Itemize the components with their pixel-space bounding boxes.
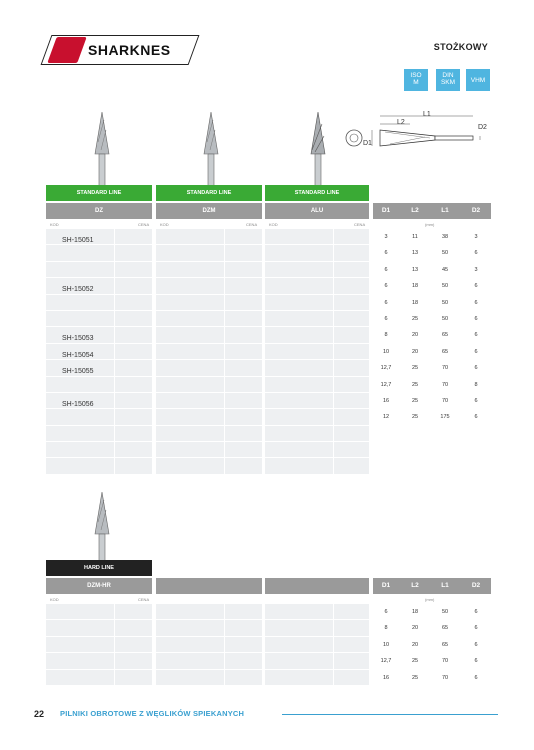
code-cell [46,344,114,360]
tool-image-dzm-hr [92,492,112,570]
price-cell [225,229,262,245]
price-cell [115,278,152,294]
spec-value: 6 [474,348,478,355]
price-cell [334,393,369,409]
table-row [46,604,369,620]
price-cell [115,311,152,327]
code-cell [46,360,114,376]
product-code: SH-15051 [62,237,94,244]
code-cell [265,670,333,686]
code-cell [46,262,114,278]
line-label-hard: HARD LINE [46,560,152,576]
spec-value: 25 [411,365,419,372]
code-cell [46,458,114,474]
spec-value: 6 [384,299,388,306]
price-cell [225,442,262,458]
l2-label: L2 [397,119,405,126]
price-cell [225,604,262,620]
product-code [46,385,62,392]
code-cell [156,311,224,327]
code-cell [265,245,333,261]
code-cell [265,393,333,409]
code-cell [46,278,114,294]
spec-value: 6 [474,414,478,421]
code-cell [156,458,224,474]
spec-value: 16 [382,398,390,404]
spec-value: 65 [441,348,449,355]
spec-value: 6 [474,283,478,290]
price-cell [115,229,152,245]
spec-value: 25 [411,414,419,421]
spec-value: 10 [382,641,390,648]
price-cell [225,393,262,409]
spec-value: 12,7 [380,381,392,388]
product-code [46,466,62,473]
spec-value: 50 [441,609,449,615]
spec-value: 20 [411,641,419,648]
spec-value: 6 [384,266,388,273]
spec-value: 18 [411,299,419,306]
code-cell [46,327,114,343]
line-label-dzm: STANDARD LINE [156,185,262,201]
code-cell [156,604,224,620]
price-cell [225,344,262,360]
table-row [46,278,369,294]
tool-image-dz [92,112,112,190]
code-cell [265,377,333,393]
spec-header-d2: D2 [471,207,481,214]
spec-value: 70 [441,381,449,388]
code-cell [265,637,333,653]
spec-value: 6 [474,365,478,372]
page-title: STOŻKOWY [433,42,488,52]
code-cell [265,229,333,245]
table-row [46,295,369,311]
l1-label: L1 [423,111,431,118]
code-cell [265,458,333,474]
price-cell [334,344,369,360]
price-cell [115,360,152,376]
price-cell [115,295,152,311]
code-cell [156,377,224,393]
spec-value: 18 [411,283,419,290]
price-cell [115,409,152,425]
spec-value: 8 [384,332,388,339]
spec-value: 65 [441,625,449,632]
spec-value: 50 [441,316,449,322]
spec-value: 6 [474,398,478,404]
spec-value: 6 [474,658,478,665]
spec-value: 6 [474,674,478,681]
price-cell [334,620,369,636]
price-cell [225,295,262,311]
spec-header-d2: D2 [471,582,481,589]
product-code [46,270,62,277]
price-cell [115,670,152,686]
price-cell [115,653,152,669]
spec-value: 12,7 [380,365,392,372]
price-cell [225,653,262,669]
table-row [46,229,369,245]
code-cell [265,604,333,620]
spec-value: 6 [474,609,478,615]
price-cell [115,604,152,620]
table-row [46,262,369,278]
price-cell [334,604,369,620]
code-cell [46,604,114,620]
brand-name: SHARKNES [88,42,171,58]
spec-value: 3 [474,266,478,273]
price-cell [225,377,262,393]
spec-value: 3 [474,234,478,240]
code-cell [156,393,224,409]
cena-label: CENA [138,597,150,602]
price-cell [115,637,152,653]
spec-header-l2: L2 [411,207,419,214]
material-dzm-hr: DZM-HR [46,578,152,594]
spec-value: 25 [411,398,419,404]
spec-value: 50 [441,250,449,257]
spec-header-l2: L2 [411,582,419,589]
badge-iso: ISO M [404,69,428,91]
spec-value: 16 [382,674,390,681]
spec-value: 6 [474,250,478,257]
line-label-alu: STANDARD LINE [265,185,369,201]
code-cell [265,278,333,294]
code-cell [156,262,224,278]
price-cell [334,377,369,393]
product-code: SH-15056 [62,400,94,408]
unit-label: (mm) [425,597,435,602]
spec-value: 12 [382,414,390,421]
code-cell [265,620,333,636]
spec-value: 8 [384,625,388,632]
price-cell [225,311,262,327]
code-cell [46,670,114,686]
code-cell [265,442,333,458]
price-cell [334,327,369,343]
code-cell [46,637,114,653]
spec-value: 20 [411,348,419,355]
product-code: SH-15054 [62,351,94,359]
code-cell [156,620,224,636]
code-cell [265,360,333,376]
table-row [46,426,369,442]
code-cell [265,295,333,311]
code-cell [46,426,114,442]
cena-label: CENA [354,222,366,227]
spec-value: 6 [384,250,388,257]
spec-value: 20 [411,332,419,339]
code-cell [46,377,114,393]
code-cell [156,442,224,458]
product-code: SH-15055 [62,368,94,376]
spec-value: 6 [384,316,388,322]
price-cell [225,245,262,261]
badge-din: DIN SKM [436,69,460,91]
price-cell [225,409,262,425]
spec-header-top [373,203,491,219]
spec-value: 6 [474,641,478,648]
price-cell [225,327,262,343]
code-cell [46,295,114,311]
price-cell [115,262,152,278]
price-cell [115,327,152,343]
table-row [46,327,369,343]
table-row [46,344,369,360]
cena-label: CENA [246,222,258,227]
spec-value: 6 [474,625,478,632]
price-cell [225,278,262,294]
material-dzm: DZM [156,203,262,219]
tool-dimension-diagram [340,108,490,158]
code-cell [46,653,114,669]
code-cell [265,311,333,327]
spec-value: 3 [384,234,388,240]
bottom-price-table [46,604,369,686]
kod-label: KOD [269,222,278,227]
price-cell [225,670,262,686]
spec-value: 6 [384,283,388,290]
unit-label: (mm) [425,222,435,227]
price-cell [115,245,152,261]
table-row [46,637,369,653]
spec-header-l1: L1 [441,207,449,214]
price-cell [334,360,369,376]
spec-header-bottom [373,578,491,594]
cena-label: CENA [138,222,150,227]
product-code [46,450,62,457]
spec-value: 10 [382,348,390,355]
code-cell [156,670,224,686]
price-cell [225,620,262,636]
kod-label: KOD [160,222,169,227]
kod-label: KOD [50,597,59,602]
spec-value: 25 [411,316,419,322]
product-code [46,303,62,310]
table-row [46,311,369,327]
code-cell [46,311,114,327]
price-cell [115,377,152,393]
price-cell [334,637,369,653]
spec-header-l1: L1 [441,582,449,589]
code-cell [46,229,114,245]
code-cell [265,653,333,669]
spec-value: 70 [441,674,449,681]
price-cell [115,442,152,458]
material-empty-2 [265,578,369,594]
code-cell [46,620,114,636]
table-row [46,409,369,425]
price-cell [334,278,369,294]
price-cell [225,426,262,442]
product-code [46,417,62,424]
code-cell [46,442,114,458]
spec-value: 20 [411,625,419,632]
price-cell [334,458,369,474]
code-cell [265,409,333,425]
tool-image-alu [308,112,328,190]
material-alu: ALU [265,203,369,219]
spec-value: 175 [440,414,450,421]
brand-logo [46,35,194,65]
table-row [46,377,369,393]
code-cell [156,653,224,669]
spec-value: 25 [411,674,419,681]
spec-value: 6 [474,332,478,339]
badge-vhm: VHM [466,69,490,91]
code-cell [46,393,114,409]
spec-value: 50 [441,283,449,290]
spec-value: 70 [441,398,449,404]
product-code: SH-15053 [62,335,94,343]
price-cell [225,458,262,474]
spec-value: 65 [441,641,449,648]
price-cell [334,229,369,245]
spec-value: 18 [411,609,419,615]
code-cell [156,360,224,376]
code-cell [156,327,224,343]
price-cell [334,295,369,311]
spec-value: 70 [441,365,449,372]
price-cell [115,620,152,636]
price-cell [115,426,152,442]
spec-value: 25 [411,381,419,388]
price-cell [225,637,262,653]
spec-header-d1: D1 [381,582,391,589]
product-code [46,319,62,326]
price-cell [334,311,369,327]
product-code [46,253,62,260]
product-code [46,434,62,441]
spec-value: 70 [441,658,449,665]
spec-value: 38 [441,234,449,240]
code-cell [265,344,333,360]
code-cell [156,344,224,360]
price-cell [115,344,152,360]
d2-label: D2 [478,124,487,131]
price-cell [334,653,369,669]
spec-value: 6 [474,316,478,322]
line-label-dz: STANDARD LINE [46,185,152,201]
code-cell [156,637,224,653]
spec-value: 6 [384,609,388,615]
price-cell [334,426,369,442]
code-cell [156,229,224,245]
spec-value: 50 [441,299,449,306]
table-row [46,442,369,458]
spec-value: 8 [474,381,478,388]
code-cell [265,327,333,343]
price-cell [334,245,369,261]
product-code: SH-15052 [62,286,94,294]
table-row [46,653,369,669]
footer-title: PILNIKI OBROTOWE Z WĘGLIKÓW SPIEKANYCH [60,709,245,718]
code-cell [46,245,114,261]
code-cell [156,295,224,311]
table-row [46,458,369,474]
table-row [46,393,369,409]
table-row [46,245,369,261]
kod-label: KOD [50,222,59,227]
spec-value: 12,7 [380,658,392,665]
price-cell [115,458,152,474]
code-cell [156,278,224,294]
code-cell [265,426,333,442]
spec-value: 11 [412,234,418,240]
spec-value: 45 [441,266,449,273]
spec-value: 13 [411,250,419,257]
spec-value: 65 [441,332,449,339]
price-cell [334,670,369,686]
price-cell [115,393,152,409]
spec-header-d1: D1 [381,207,391,214]
material-dz: DZ [46,203,152,219]
material-empty-1 [156,578,262,594]
table-row [46,620,369,636]
page-number: 22 [34,709,45,719]
price-cell [225,360,262,376]
spec-value: 13 [411,266,419,273]
spec-value: 6 [474,299,478,306]
tool-image-dzm [201,112,221,190]
price-cell [334,262,369,278]
price-cell [225,262,262,278]
spec-value: 25 [411,658,419,665]
code-cell [156,409,224,425]
price-cell [334,409,369,425]
table-row [46,360,369,376]
price-cell [334,442,369,458]
code-cell [156,426,224,442]
code-cell [265,262,333,278]
code-cell [156,245,224,261]
top-price-table [46,229,369,475]
code-cell [46,409,114,425]
table-row [46,670,369,686]
d1-label: D1 [363,140,372,147]
footer-divider [282,714,498,715]
